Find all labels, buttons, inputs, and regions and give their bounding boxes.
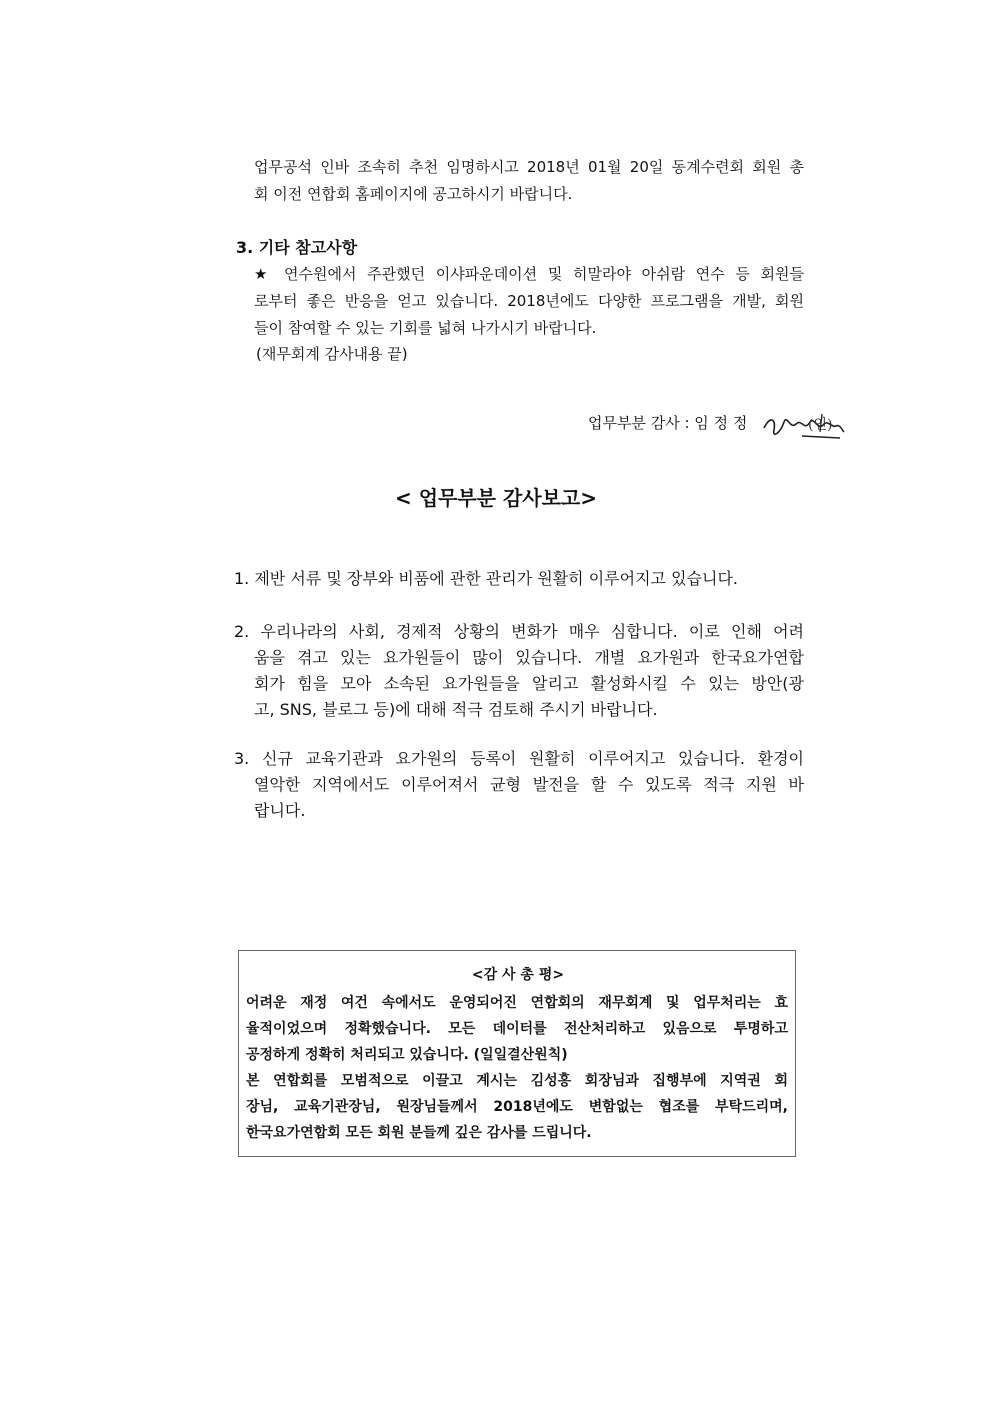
summary-line-5: 장님, 교육기관장님, 원장님들께서 2018년에도 변함없는 협조를 부탁드리며, xyxy=(246,1099,788,1115)
audit-summary-box xyxy=(238,950,796,1157)
summary-line-6: 한국요가연합회 모든 회원 분들께 깊은 감사를 드립니다. xyxy=(246,1125,592,1141)
signature-label: 업무부분 감사 : 임 정 정 xyxy=(588,414,748,432)
summary-line-4: 본 연합회를 모범적으로 이끌고 계시는 김성홍 회장님과 집행부에 지역권 회 xyxy=(246,1073,788,1089)
section-3-closing: (재무회계 감사내용 끝) xyxy=(256,345,408,363)
summary-title: <감 사 총 평> xyxy=(471,967,565,983)
report-item-2-line-3: 회가 힘을 모아 소속된 요가원들을 알리고 활성화시킬 수 있는 방안(광 xyxy=(254,674,804,693)
report-item-3-line-1: 3. 신규 교육기관과 요가원의 등록이 원활히 이루어지고 있습니다. 환경이 xyxy=(234,749,804,768)
report-title: < 업무부분 감사보고> xyxy=(394,486,597,510)
summary-line-1: 어려운 재정 여건 속에서도 운영되어진 연합회의 재무회계 및 업무처리는 효 xyxy=(246,995,788,1011)
section-3-heading: 3. 기타 참고사항 xyxy=(236,238,358,257)
summary-line-2: 율적이었으며 정확했습니다. 모든 데이터를 전산처리하고 있음으로 투명하고 xyxy=(246,1021,788,1037)
report-item-3-line-3: 랍니다. xyxy=(254,801,306,820)
summary-line-3: 공정하게 정확히 처리되고 있습니다. (일일결산원칙) xyxy=(246,1047,568,1063)
report-item-2-line-4: 고, SNS, 블로그 등)에 대해 적극 검토해 주시기 바랍니다. xyxy=(254,700,658,719)
intro-line-1: 업무공석 인바 조속히 추천 임명하시고 2018년 01월 20일 동계수련회 회원 총 xyxy=(254,158,804,176)
section-3-line-3: 들이 참여할 수 있는 기회를 넓혀 나가시기 바랍니다. xyxy=(254,319,597,337)
report-item-2-line-1: 2. 우리나라의 사회, 경제적 상황의 변화가 매우 심합니다. 이로 인해 어려 xyxy=(234,622,804,641)
signature-seal-text: (인) xyxy=(808,417,833,433)
report-item-1-line-1: 1. 제반 서류 및 장부와 비품에 관한 관리가 원활히 이루어지고 있습니다. xyxy=(234,569,738,588)
intro-line-2: 회 이전 연합회 홈페이지에 공고하시기 바랍니다. xyxy=(254,185,573,203)
report-item-3-line-2: 열악한 지역에서도 이루어져서 균형 발전을 할 수 있도록 적극 지원 바 xyxy=(254,775,804,794)
section-3-line-2: 로부터 좋은 반응을 얻고 있습니다. 2018년에도 다양한 프로그램을 개발, 회원 xyxy=(254,292,804,310)
section-3-line-1: ★ 연수원에서 주관했던 이샤파운데이션 및 히말라야 아쉬람 연수 등 회원들 xyxy=(254,265,804,283)
report-item-2-line-2: 움을 겪고 있는 요가원들이 많이 있습니다. 개별 요가원과 한국요가연합 xyxy=(254,648,804,667)
handwritten-signature xyxy=(762,408,846,442)
